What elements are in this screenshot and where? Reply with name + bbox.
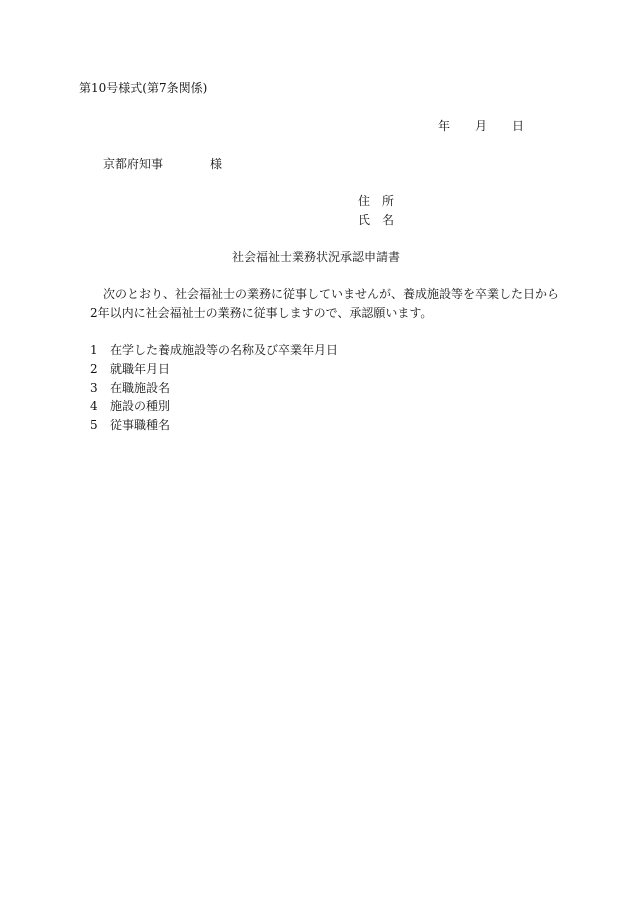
list-item-number: 5 [90, 418, 98, 432]
date-year-label: 年 [438, 119, 451, 133]
list-item-number: 2 [90, 362, 98, 376]
document-title: 社会福祉士業務状況承認申請書 [232, 250, 401, 264]
list-item-text: 従事職種名 [110, 418, 171, 432]
date-month-label: 月 [475, 119, 488, 133]
date-line [438, 120, 524, 132]
list-item-text: 就職年月日 [110, 362, 171, 376]
form-number: 第10号様式(第7条関係) [79, 81, 208, 95]
list-item-text: 施設の種別 [110, 399, 171, 413]
list-item-number: 4 [90, 399, 98, 413]
applicant-name-label [358, 214, 394, 226]
list-item-text: 在職施設名 [110, 381, 171, 395]
list-item-number: 3 [90, 381, 98, 395]
body-text-line-2: 2年以内に社会福祉士の業務に従事しますので、承認願います。 [90, 306, 433, 320]
addressee-line [103, 158, 222, 170]
list-item-text: 在学した養成施設等の名称及び卒業年月日 [110, 343, 339, 357]
list-item-number: 1 [90, 343, 98, 357]
body-text-line-1: 次のとおり、社会福祉士の業務に従事していませんが、養成施設等を卒業した日から [103, 287, 560, 301]
addressee-name: 京都府知事 [103, 157, 164, 171]
date-day-label: 日 [512, 119, 525, 133]
list-item [90, 419, 170, 431]
addressee-honorific: 様 [210, 157, 223, 171]
name-label-char-1: 氏 [358, 213, 371, 227]
list-item [90, 382, 170, 394]
list-item [90, 400, 170, 412]
address-label-char-2: 所 [382, 194, 395, 208]
address-label-char-1: 住 [358, 194, 371, 208]
list-item [90, 344, 338, 356]
list-item [90, 363, 170, 375]
applicant-address-label [358, 195, 394, 207]
name-label-char-2: 名 [382, 213, 395, 227]
